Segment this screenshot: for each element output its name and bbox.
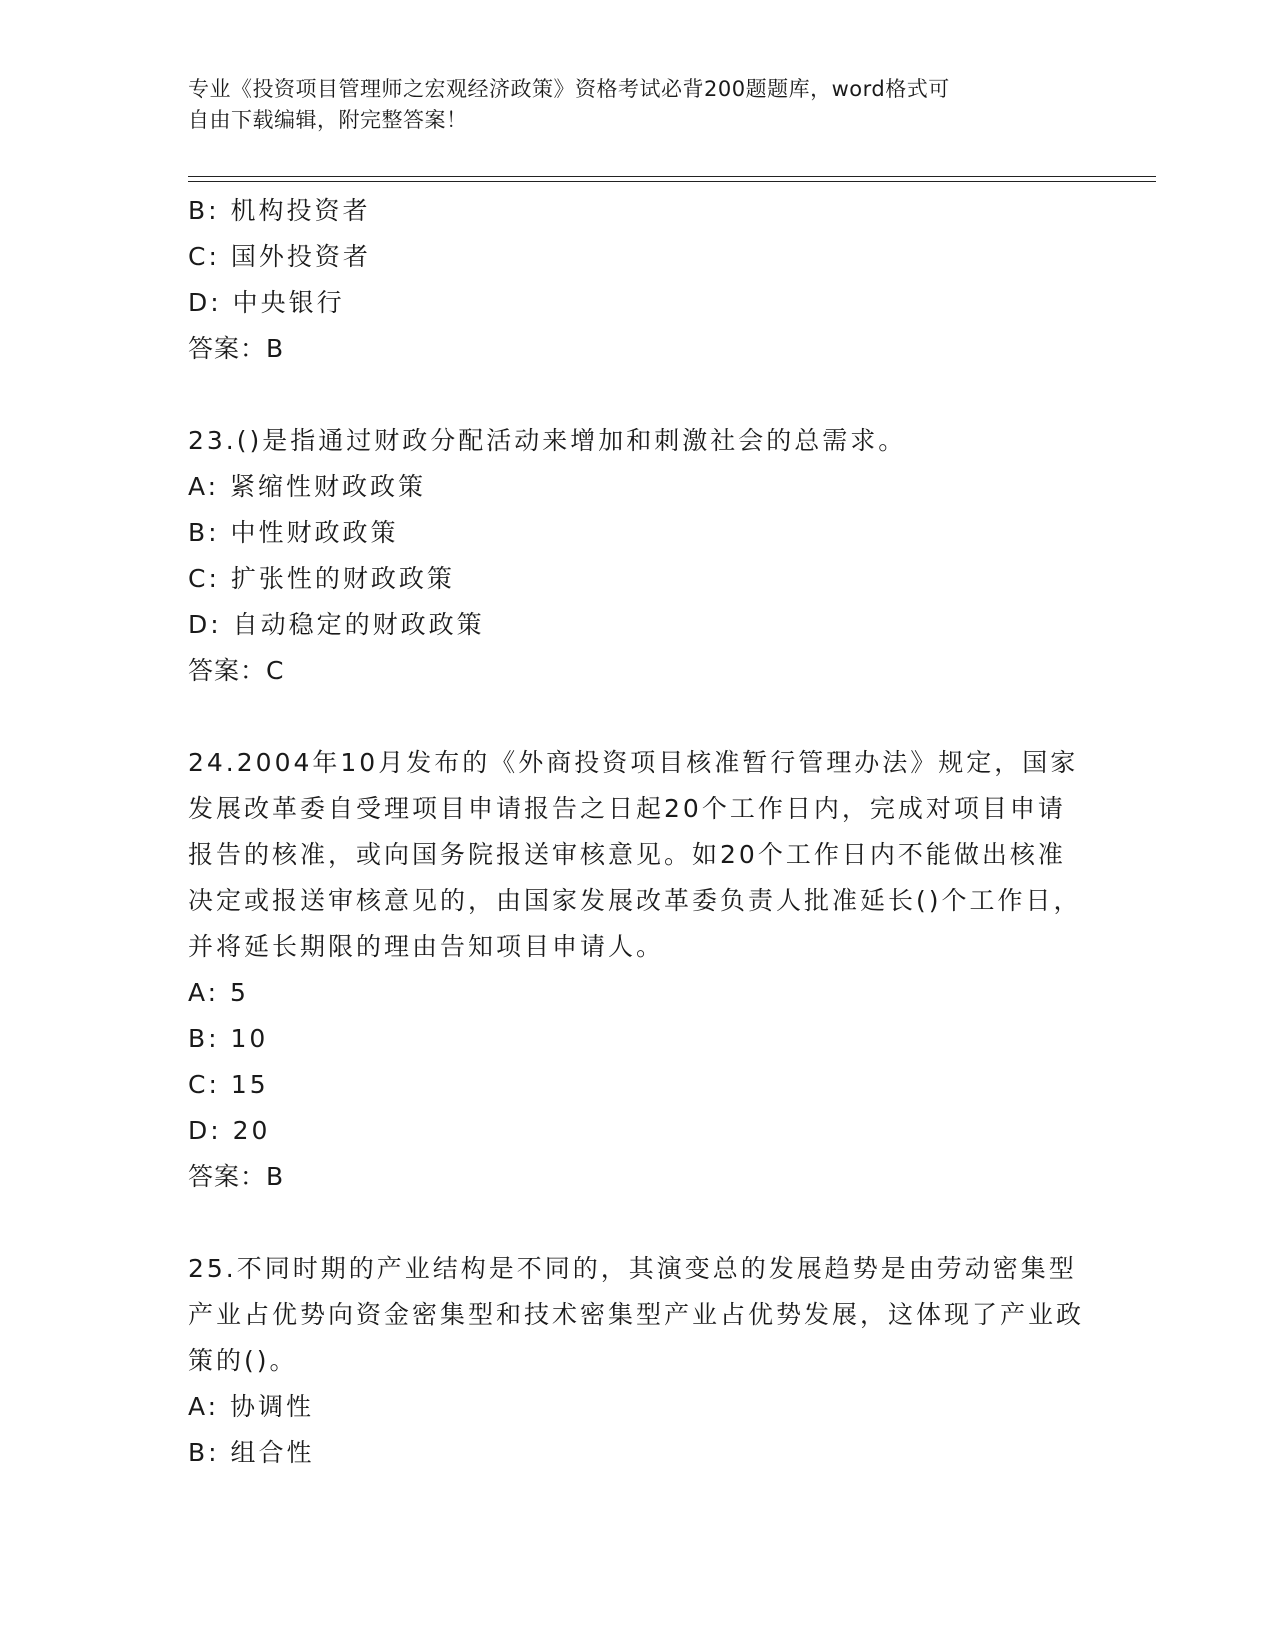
spacer bbox=[188, 372, 1088, 418]
header-divider-top bbox=[188, 176, 1156, 177]
question-24-block bbox=[188, 740, 1088, 1200]
question-25-block bbox=[188, 1246, 1088, 1476]
document-header bbox=[188, 74, 1068, 136]
question-text: 23.()是指通过财政分配活动来增加和刺激社会的总需求。 bbox=[188, 426, 907, 455]
spacer bbox=[188, 1200, 1088, 1246]
option-b: B: 组合性 bbox=[188, 1438, 315, 1467]
header-line-1: 专业《投资项目管理师之宏观经济政策》资格考试必背200题题库，word格式可 bbox=[188, 77, 950, 101]
spacer bbox=[188, 694, 1088, 740]
option-b: B: 10 bbox=[188, 1024, 269, 1053]
question-text: 24.2004年10月发布的《外商投资项目核准暂行管理办法》规定，国家发展改革委自受理项目申请报告之日起20个工作日内，完成对项目申请报告的核准，或向国务院报送审核意见。如20个工作日内不能做出核准决定或报送审核意见的，由国家发展改革委负责人批准延长()个工作日，并将延长期限的理由告知项目申请人。 bbox=[188, 748, 1082, 961]
question-22-block bbox=[188, 188, 1088, 372]
option-a: A: 紧缩性财政政策 bbox=[188, 472, 427, 501]
option-c: C: 国外投资者 bbox=[188, 242, 371, 271]
header-divider-bottom bbox=[188, 181, 1156, 182]
answer-line: 答案：B bbox=[188, 1162, 285, 1191]
option-c: C: 15 bbox=[188, 1070, 269, 1099]
option-d: D: 自动稳定的财政政策 bbox=[188, 610, 485, 639]
question-content bbox=[188, 188, 1088, 1476]
answer-line: 答案：C bbox=[188, 656, 285, 685]
option-a: A: 5 bbox=[188, 978, 249, 1007]
option-b: B: 机构投资者 bbox=[188, 196, 371, 225]
option-a: A: 协调性 bbox=[188, 1392, 315, 1421]
option-c: C: 扩张性的财政政策 bbox=[188, 564, 455, 593]
answer-line: 答案：B bbox=[188, 334, 285, 363]
option-d: D: 20 bbox=[188, 1116, 271, 1145]
question-23-block bbox=[188, 418, 1088, 694]
option-b: B: 中性财政政策 bbox=[188, 518, 399, 547]
option-d: D: 中央银行 bbox=[188, 288, 345, 317]
header-line-2: 自由下载编辑，附完整答案！ bbox=[188, 108, 468, 132]
question-text: 25.不同时期的产业结构是不同的，其演变总的发展趋势是由劳动密集型产业占优势向资金密集型和技术密集型产业占优势发展，这体现了产业政策的()。 bbox=[188, 1254, 1085, 1375]
